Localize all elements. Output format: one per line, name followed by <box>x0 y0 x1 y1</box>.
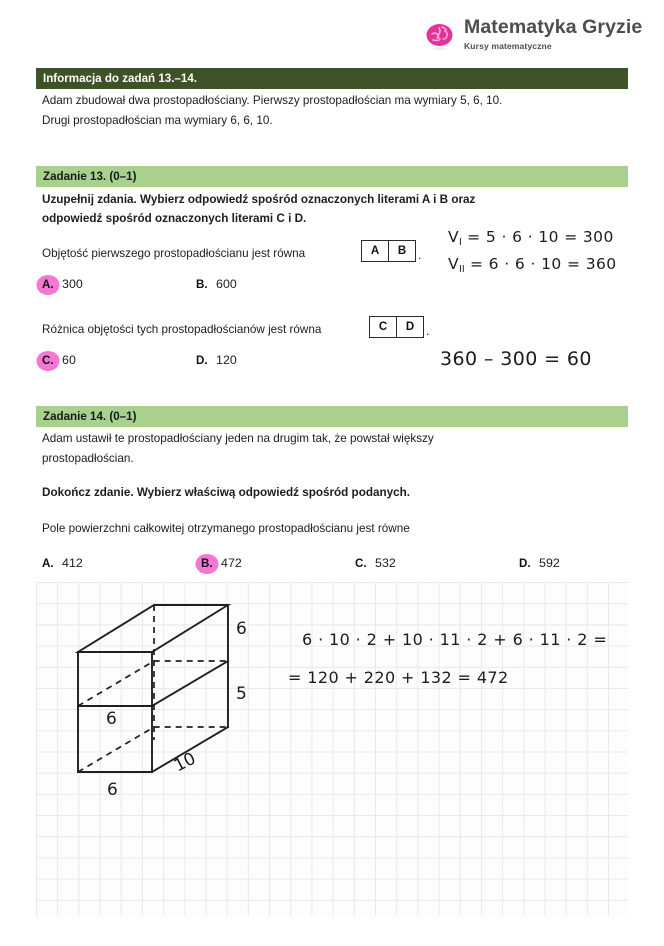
option-value: 600 <box>216 277 237 291</box>
option-letter: D. <box>519 557 531 570</box>
hand-v1-subscript: I <box>459 237 462 248</box>
task13-option-c[interactable] <box>42 353 76 367</box>
handwriting-volume-1 <box>448 228 614 248</box>
option-letter: B. <box>201 557 213 570</box>
task14-option-c[interactable] <box>355 556 396 570</box>
task13-option-a[interactable] <box>42 277 83 291</box>
option-value: 532 <box>375 556 396 570</box>
option-letter: C. <box>355 557 367 570</box>
task14-line-2: prostopadłościan. <box>42 452 134 465</box>
task14-option-b[interactable] <box>201 556 242 570</box>
task14-header: Zadanie 14. (0–1) <box>36 406 628 427</box>
stacked-cuboid-sketch <box>36 582 256 812</box>
task14-option-a[interactable] <box>42 556 83 570</box>
task14-instruction: Dokończ zdanie. Wybierz właściwą odpowiedź spośród podanych. <box>42 486 411 499</box>
info-section-header: Informacja do zadań 13.–14. <box>36 68 628 89</box>
option-value: 120 <box>216 353 237 367</box>
option-letter: A. <box>42 557 54 570</box>
info-line-2: Drugi prostopadłościan ma wymiary 6, 6, 10. <box>42 114 273 127</box>
task13-header: Zadanie 13. (0–1) <box>36 166 628 187</box>
task13-instruction-line-1: Uzupełnij zdania. Wybierz odpowiedź spośród oznaczonych literami A i B oraz <box>42 193 476 206</box>
brain-icon <box>424 19 455 50</box>
figure-label-bottom-depth: 10 <box>170 748 200 777</box>
logo-subtitle: Kursy matematyczne <box>464 40 552 51</box>
handwriting-surface-line-1: 6 · 10 · 2 + 10 · 11 · 2 + 6 · 11 · 2 = <box>302 630 608 649</box>
option-value: 472 <box>221 556 242 570</box>
answer-cell-a[interactable]: A <box>370 245 380 257</box>
task13-instruction-line-2: odpowiedź spośród oznaczonych literami C i D. <box>42 212 307 225</box>
hand-v1-symbol: V <box>448 228 460 246</box>
task13-stem-1: Objętość pierwszego prostopadłościanu jest równa <box>42 247 306 260</box>
answer-cell-b[interactable]: B <box>388 241 415 261</box>
task13-period-1: . <box>418 248 422 262</box>
task13-option-b[interactable] <box>196 277 237 291</box>
task13-stem-2: Różnica objętości tych prostopadłościanów jest równa <box>42 323 322 336</box>
task13-answer-box-cd[interactable] <box>369 316 424 338</box>
handwriting-volume-2 <box>448 255 617 275</box>
handwriting-surface-line-2: = 120 + 220 + 132 = 472 <box>288 668 509 687</box>
figure-label-right-bottom: 5 <box>236 684 247 704</box>
handwriting-difference: 360 – 300 = 60 <box>440 348 592 370</box>
hand-v1-rhs: = 5 · 6 · 10 = 300 <box>467 228 614 246</box>
logo-title: Matematyka Gryzie <box>464 16 643 39</box>
option-letter: C. <box>42 354 54 367</box>
option-letter: D. <box>196 354 208 367</box>
hand-v2-subscript: II <box>459 264 465 275</box>
figure-label-right-top: 6 <box>236 619 247 639</box>
brand-logo <box>424 10 656 58</box>
hand-v2-rhs: = 6 · 6 · 10 = 360 <box>469 255 617 273</box>
task14-line-1: Adam ustawił te prostopadłościany jeden na drugim tak, że powstał większy <box>42 432 434 445</box>
info-line-1: Adam zbudował dwa prostopadłościany. Pierwszy prostopadłościan ma wymiary 5, 6, 10. <box>42 94 503 107</box>
option-letter: A. <box>42 278 54 291</box>
task13-option-d[interactable] <box>196 353 237 367</box>
option-value: 300 <box>62 277 83 291</box>
task14-option-d[interactable] <box>519 556 560 570</box>
task13-answer-box-ab[interactable] <box>361 240 416 262</box>
figure-label-middle-front: 6 <box>106 709 117 729</box>
option-value: 592 <box>539 556 560 570</box>
figure-label-bottom-front: 6 <box>107 780 118 800</box>
option-value: 412 <box>62 556 83 570</box>
answer-cell-c[interactable]: C <box>378 321 388 333</box>
answer-cell-d[interactable]: D <box>396 317 423 337</box>
hand-v2-symbol: V <box>448 255 460 273</box>
task14-stem: Pole powierzchni całkowitej otrzymanego prostopadłościanu jest równe <box>42 522 410 535</box>
task13-period-2: . <box>426 324 430 338</box>
option-letter: B. <box>196 278 208 291</box>
option-value: 60 <box>62 353 76 367</box>
